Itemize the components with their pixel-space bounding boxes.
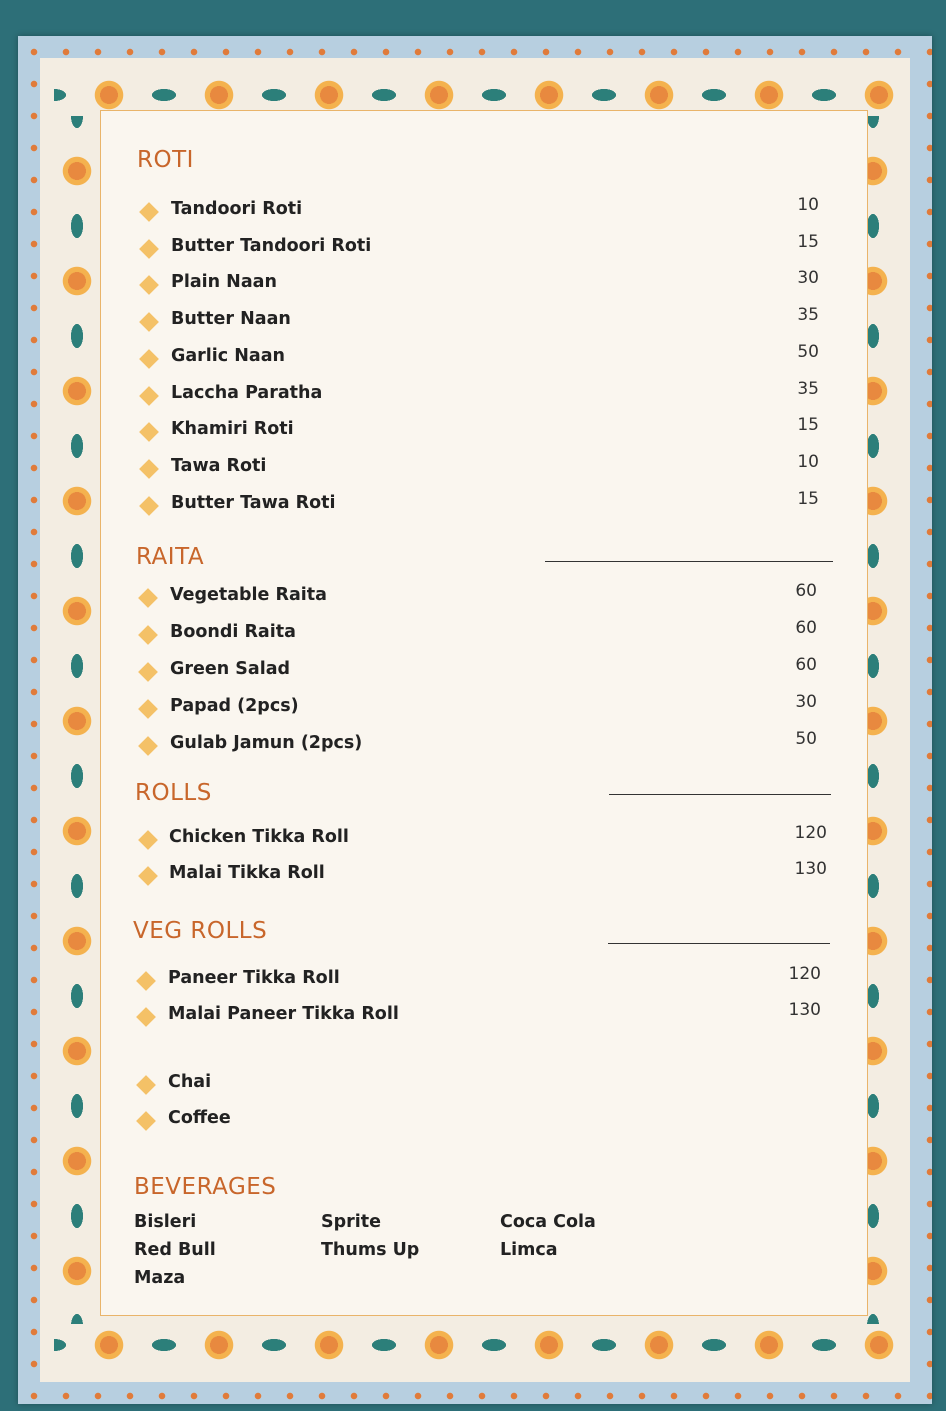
menu-content <box>100 110 868 1316</box>
menu-item-price: 10 <box>797 195 819 215</box>
menu-item-price: 60 <box>795 581 817 601</box>
bullet-diamond-icon <box>139 386 159 406</box>
menu-item-price: 10 <box>797 451 819 472</box>
menu-item-name: Tandoori Roti <box>171 199 303 219</box>
section-rule-veg-rolls <box>608 943 830 944</box>
menu-item-name: Tawa Roti <box>171 455 267 476</box>
bullet-diamond-icon <box>139 496 159 516</box>
bullet-diamond-icon <box>138 736 158 756</box>
section-rule-raita <box>545 561 833 562</box>
menu-item-name: Coffee <box>168 1108 231 1128</box>
menu-item-name: Plain Naan <box>171 272 277 293</box>
bullet-diamond-icon <box>138 662 158 682</box>
beverage-item: Maza <box>134 1268 186 1288</box>
bullet-diamond-icon <box>138 866 158 886</box>
bullet-diamond-icon <box>136 1111 156 1131</box>
section-title-veg-rolls: VEG ROLLS <box>133 918 268 944</box>
menu-item-price: 60 <box>795 618 817 638</box>
beverage-item: Red Bull <box>134 1240 216 1260</box>
menu-item-price: 120 <box>788 964 821 984</box>
menu-item-price: 50 <box>795 729 817 749</box>
menu-item-name: Malai Tikka Roll <box>169 863 325 883</box>
menu-item-price: 60 <box>795 655 817 675</box>
bullet-diamond-icon <box>138 625 158 645</box>
menu-item-price: 130 <box>788 1000 821 1020</box>
menu-item-name: Papad (2pcs) <box>170 696 299 716</box>
menu-item-name: Khamiri Roti <box>171 419 294 440</box>
menu-item-name: Malai Paneer Tikka Roll <box>168 1004 399 1024</box>
beverage-item: Thums Up <box>321 1240 420 1260</box>
section-title-raita: RAITA <box>136 544 205 570</box>
menu-item-name: Boondi Raita <box>170 622 296 642</box>
menu-item-price: 30 <box>797 268 819 289</box>
bullet-diamond-icon <box>136 1075 156 1095</box>
menu-item-name: Laccha Paratha <box>171 382 323 403</box>
menu-item-price: 15 <box>797 231 819 252</box>
menu-item-name: Gulab Jamun (2pcs) <box>170 733 363 753</box>
menu-item-name: Butter Tawa Roti <box>171 492 336 513</box>
bullet-diamond-icon <box>136 1007 156 1027</box>
bullet-diamond-icon <box>139 459 159 479</box>
section-title-rolls: ROLLS <box>135 780 212 806</box>
menu-item-name: Butter Tandoori Roti <box>171 235 372 256</box>
bullet-diamond-icon <box>138 699 158 719</box>
bullet-diamond-icon <box>136 971 156 991</box>
menu-item-price: 35 <box>797 305 819 326</box>
menu-item-price: 30 <box>795 692 817 712</box>
bullet-diamond-icon <box>139 275 159 295</box>
menu-item-price: 35 <box>797 378 819 399</box>
menu-item-price: 120 <box>794 823 827 843</box>
menu-item-name: Green Salad <box>170 659 291 679</box>
bullet-diamond-icon <box>139 239 159 259</box>
section-rule-rolls <box>609 794 831 795</box>
menu-item-name: Butter Naan <box>171 309 291 330</box>
menu-item-name: Paneer Tikka Roll <box>168 968 340 988</box>
bullet-diamond-icon <box>139 422 159 442</box>
beverage-item: Coca Cola <box>500 1212 596 1232</box>
menu-item-price: 130 <box>794 859 827 879</box>
bullet-diamond-icon <box>138 830 158 850</box>
menu-item-name: Chai <box>168 1072 212 1092</box>
floral-border-left <box>48 116 106 1324</box>
bullet-diamond-icon <box>139 349 159 369</box>
section-title-beverages: BEVERAGES <box>134 1174 277 1200</box>
beverage-item: Sprite <box>321 1212 381 1232</box>
beverage-item: Bisleri <box>134 1212 197 1232</box>
beverage-item: Limca <box>500 1240 558 1260</box>
menu-item-name: Chicken Tikka Roll <box>169 827 349 847</box>
menu-item-name: Garlic Naan <box>171 345 285 366</box>
menu-item-price: 15 <box>797 415 819 436</box>
bullet-diamond-icon <box>139 202 159 222</box>
menu-item-name: Vegetable Raita <box>170 585 327 605</box>
menu-item-price: 15 <box>797 488 819 509</box>
menu-item-price: 50 <box>797 341 819 362</box>
floral-border-bottom <box>54 1316 896 1374</box>
bullet-diamond-icon <box>138 588 158 608</box>
section-title-roti: ROTI <box>137 147 194 173</box>
bullet-diamond-icon <box>139 312 159 332</box>
